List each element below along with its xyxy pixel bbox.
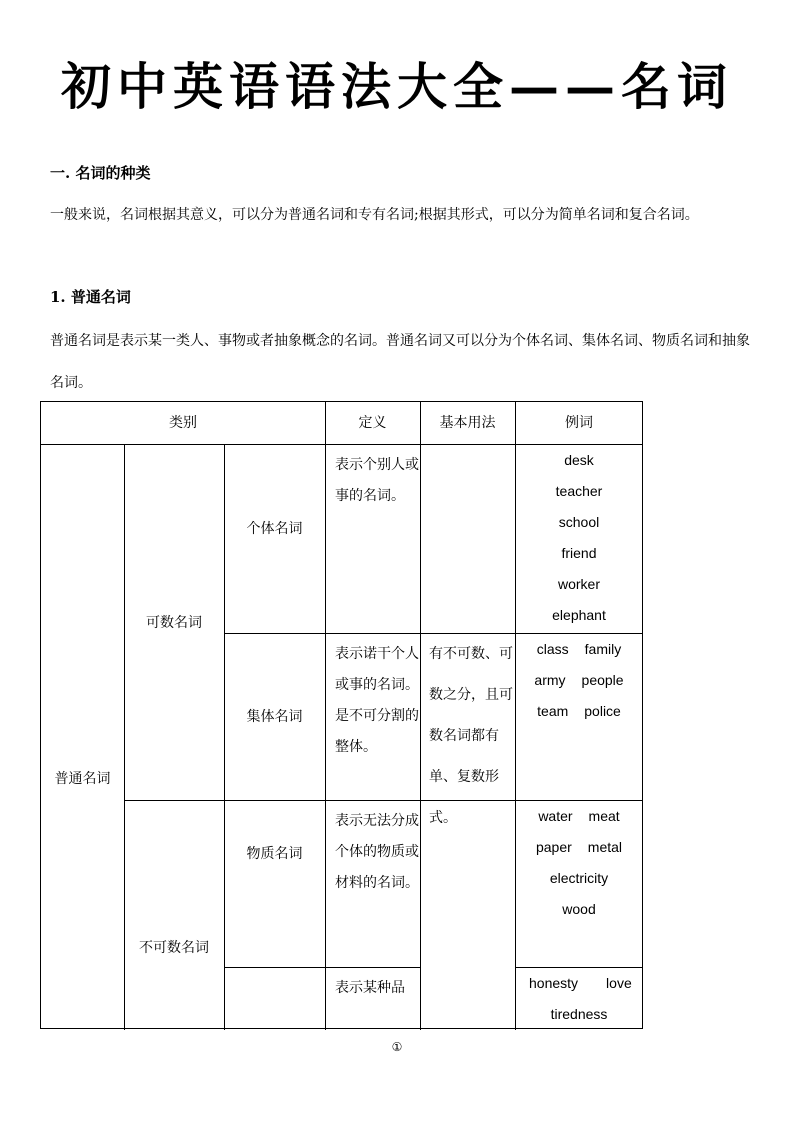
abstract-definition: 表示某种品: [335, 980, 405, 996]
example-word: metal: [587, 839, 623, 855]
header-examples: 例词: [565, 415, 593, 431]
subsection-paragraph: 普通名词是表示某一类人、事物或者抽象概念的名词。普通名词又可以分为个体名词、集体名词、物质名词和抽象名词。: [50, 333, 750, 391]
example-row: [515, 832, 643, 863]
usage-text: 有不可数、可数之分，且可数名词都有单、复数形式。: [429, 646, 513, 826]
example-row: [515, 665, 643, 696]
header-usage: 基本用法: [439, 415, 496, 431]
example-row: [515, 968, 643, 999]
material-definition: 表示无法分成个体的物质或材料的名词。: [335, 813, 419, 891]
example-word: water: [538, 808, 573, 824]
example-word: desk: [564, 452, 594, 468]
example-word: family: [584, 641, 622, 657]
example-word: team: [537, 703, 569, 719]
individual-examples: [515, 444, 643, 633]
example-word: worker: [557, 576, 600, 592]
example-word: friend: [561, 545, 597, 561]
collective-examples: [515, 633, 643, 800]
example-word: elephant: [552, 607, 606, 623]
material-noun-label: 物质名词: [246, 846, 303, 862]
individual-noun-label: 个体名词: [246, 521, 303, 537]
example-row: [515, 696, 643, 727]
uncountable-noun-label: 不可数名词: [139, 940, 209, 956]
section-heading: 一. 名词的种类: [50, 164, 151, 182]
example-word: honesty: [529, 975, 579, 991]
example-word: paper: [535, 839, 572, 855]
example-word: school: [558, 514, 600, 530]
example-word: class: [536, 641, 569, 657]
abstract-examples: [515, 967, 643, 1029]
example-row: [515, 801, 643, 832]
example-word: wood: [562, 901, 596, 917]
collective-noun-label: 集体名词: [246, 709, 303, 725]
countable-noun-label: 可数名词: [146, 615, 202, 631]
example-word: tiredness: [550, 1006, 608, 1022]
individual-definition: 表示个别人或事的名词。: [335, 457, 419, 504]
subsection-heading: 1. 普通名词: [50, 288, 131, 306]
example-word: army: [534, 672, 566, 688]
example-word: love: [606, 975, 632, 991]
example-word: electricity: [549, 870, 609, 886]
document-title: 初中英语语法大全——名词: [61, 57, 733, 116]
header-definition: 定义: [358, 415, 387, 431]
section-paragraph: 一般来说，名词根据其意义，可以分为普通名词和专有名词;根据其形式，可以分为简单名词和复合名词。: [50, 207, 699, 223]
material-examples: [515, 800, 643, 967]
collective-definition: 表示诺干个人或事的名词。是不可分割的整体。: [335, 646, 419, 755]
example-word: police: [584, 703, 621, 719]
header-category: 类别: [169, 415, 197, 431]
noun-types-table: [40, 401, 643, 1029]
example-word: people: [581, 672, 624, 688]
example-word: teacher: [555, 483, 603, 499]
common-noun-label: 普通名词: [54, 771, 111, 787]
example-word: meat: [588, 808, 620, 824]
page-number: ①: [391, 1040, 403, 1054]
example-row: [515, 634, 643, 665]
